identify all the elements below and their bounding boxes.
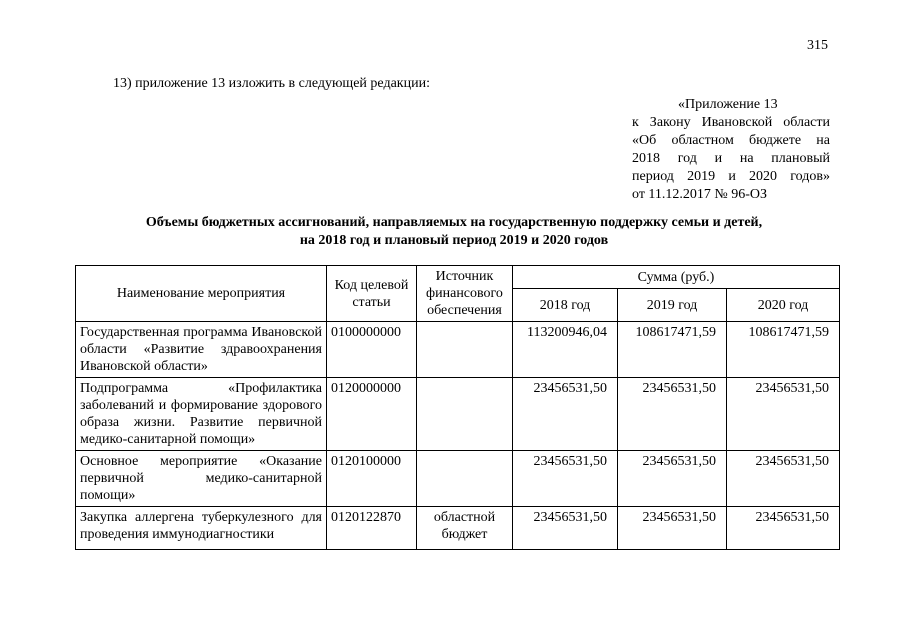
document-title-line-2: на 2018 год и плановый период 2019 и 2020 годов [299, 233, 609, 248]
row-code: 0120122870 [327, 507, 417, 550]
row-2020: 23456531,50 [727, 378, 840, 451]
row-code: 0120100000 [327, 451, 417, 507]
row-source [417, 451, 513, 507]
document-title-line-1: Объемы бюджетных ассигнований, направляемых на государственную поддержку семьи и детей, [145, 215, 763, 230]
row-2018: 113200946,04 [513, 322, 618, 378]
header-code: Код целевой статьи [327, 266, 417, 322]
header-year-2018: 2018 год [513, 289, 618, 322]
row-2019: 108617471,59 [618, 322, 727, 378]
row-2018: 23456531,50 [513, 378, 618, 451]
header-year-2019: 2019 год [618, 289, 727, 322]
table-row [76, 451, 840, 507]
table-header-row [76, 266, 840, 289]
row-name: Основное мероприятие «Оказание первичной медико-санитарной помощи» [76, 451, 327, 507]
header-source: Источник финансового обеспечения [417, 266, 513, 322]
row-2018: 23456531,50 [513, 507, 618, 550]
row-2019: 23456531,50 [618, 507, 727, 550]
row-2019: 23456531,50 [618, 378, 727, 451]
amendment-instruction: 13) приложение 13 изложить в следующей редакции: [113, 76, 430, 91]
appendix-line: 2018 год и на плановый [632, 151, 830, 166]
appendix-line: период 2019 и 2020 годов» [632, 169, 830, 184]
table-row [76, 322, 840, 378]
table-row [76, 378, 840, 451]
row-code: 0120000000 [327, 378, 417, 451]
page-number: 315 [807, 38, 828, 53]
appendix-reference [632, 96, 830, 204]
table-row [76, 507, 840, 550]
budget-table [75, 265, 840, 550]
header-name: Наименование мероприятия [76, 266, 327, 322]
row-source: областной бюджет [417, 507, 513, 550]
row-2020: 23456531,50 [727, 507, 840, 550]
row-name: Подпрограмма «Профилактика заболеваний и формирование здорового образа жизни. Развитие первичной медико-санитарной помощи» [76, 378, 327, 451]
appendix-line: «Приложение 13 [678, 97, 778, 112]
appendix-line: к Закону Ивановской области [632, 115, 830, 130]
row-name: Государственная программа Ивановской области «Развитие здравоохранения Ивановской области» [76, 322, 327, 378]
row-2020: 108617471,59 [727, 322, 840, 378]
header-sum: Сумма (руб.) [513, 266, 840, 289]
row-name: Закупка аллергена туберкулезного для проведения иммунодиагностики [76, 507, 327, 550]
row-2018: 23456531,50 [513, 451, 618, 507]
document-title [80, 214, 828, 250]
appendix-line: от 11.12.2017 № 96-ОЗ [632, 187, 768, 202]
row-source [417, 322, 513, 378]
header-year-2020: 2020 год [727, 289, 840, 322]
row-2019: 23456531,50 [618, 451, 727, 507]
row-code: 0100000000 [327, 322, 417, 378]
row-source [417, 378, 513, 451]
appendix-line: «Об областном бюджете на [632, 133, 830, 148]
row-2020: 23456531,50 [727, 451, 840, 507]
